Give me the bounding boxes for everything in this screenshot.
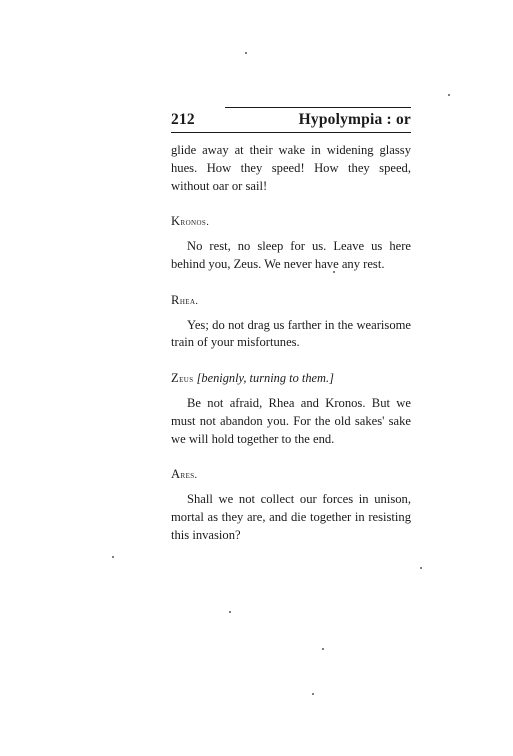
paragraph-kronos: No rest, no sleep for us. Leave us here behind you, Zeus. We never have any rest. bbox=[171, 239, 411, 271]
running-head bbox=[171, 111, 411, 131]
speaker-zeus: Zeus [benignly, turning to them.] bbox=[171, 371, 334, 386]
page-number: 212 bbox=[171, 111, 195, 128]
header-bottom-rule bbox=[171, 132, 411, 133]
speaker-ares: Ares. bbox=[171, 467, 198, 482]
paragraph-rhea: Yes; do not drag us farther in the wearisome train of your misfortunes. bbox=[171, 317, 411, 350]
speaker-rhea: Rhea. bbox=[171, 292, 199, 307]
scan-speck bbox=[420, 567, 422, 569]
scan-speck bbox=[229, 611, 231, 613]
scan-speck bbox=[333, 271, 335, 273]
speaker-kronos: Kronos. bbox=[171, 214, 210, 229]
scan-speck bbox=[245, 52, 247, 54]
paragraph-zeus: Be not afraid, Rhea and Kronos. But we must not abandon you. For the old sakes' sake we will hold together to the end. bbox=[171, 395, 411, 446]
running-title: Hypolympia : or bbox=[298, 111, 411, 128]
paragraph-continuation: glide away at their wake in widening glassy hues. How they speed! How they speed, without oar or sail! bbox=[171, 143, 411, 193]
page-body bbox=[171, 142, 411, 545]
scan-speck bbox=[322, 648, 324, 650]
scan-speck bbox=[312, 693, 314, 695]
scan-speck bbox=[112, 556, 114, 558]
stage-direction: [benignly, turning to them.] bbox=[196, 371, 334, 386]
scan-speck bbox=[448, 94, 450, 96]
header-top-rule bbox=[225, 107, 411, 108]
paragraph-ares: Shall we not collect our forces in unison, mortal as they are, and die together in resisting this invasion? bbox=[171, 492, 411, 542]
